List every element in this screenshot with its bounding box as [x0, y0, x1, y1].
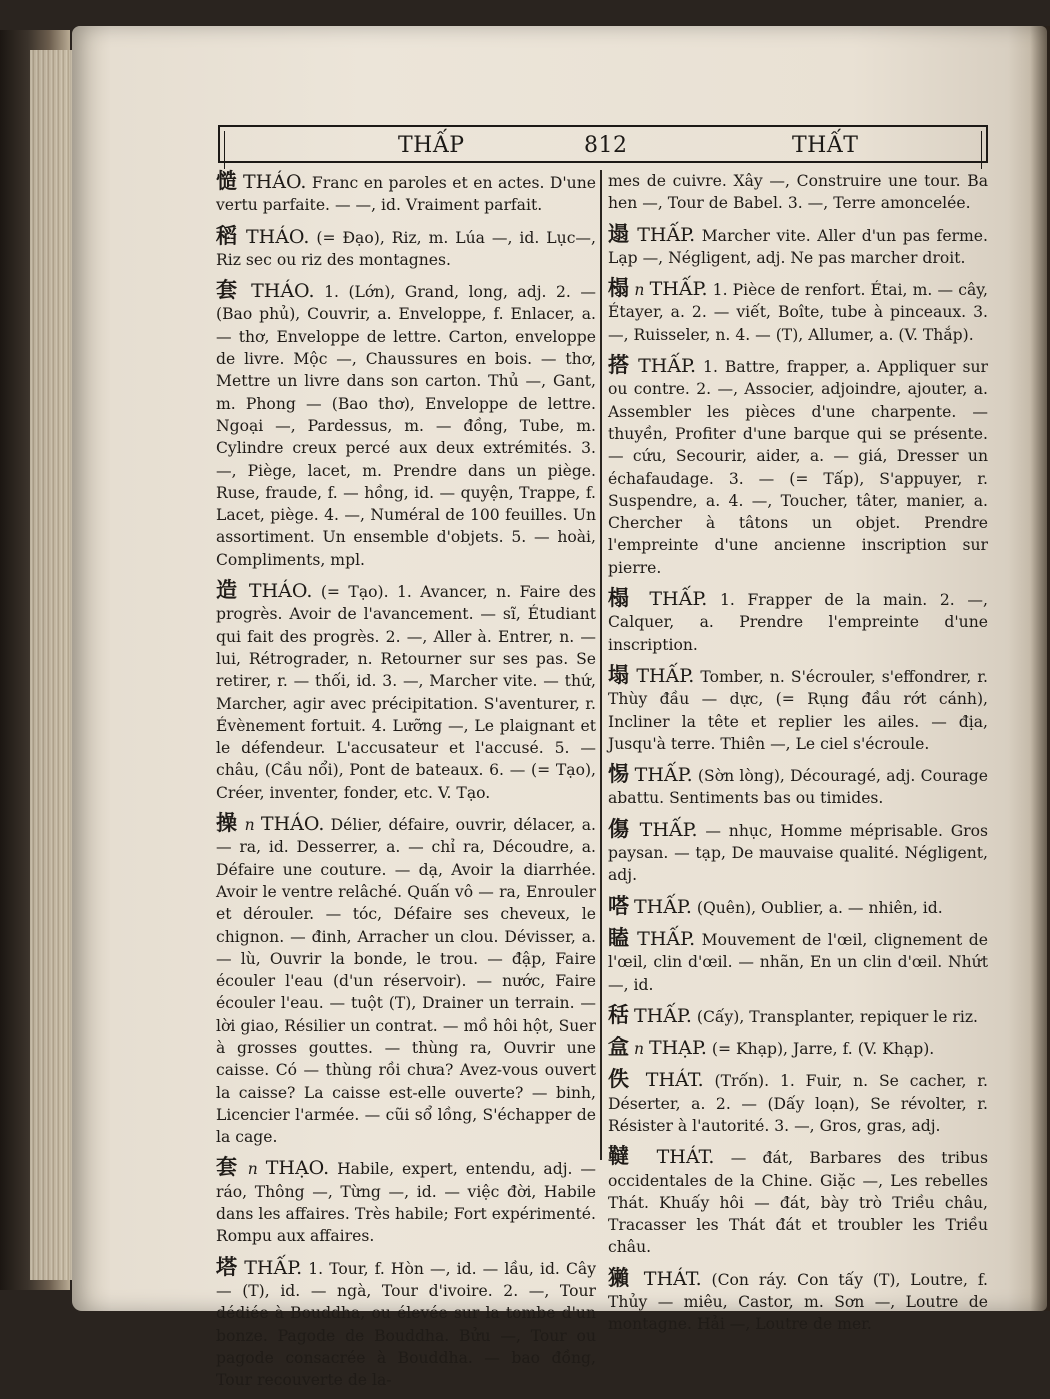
- entry-headword: THẠO.: [265, 1157, 330, 1180]
- dictionary-entry: [216, 279, 596, 571]
- cjk-character: 瞌: [608, 924, 631, 950]
- entry-headword: THẤP.: [633, 895, 692, 918]
- dictionary-entry: [216, 812, 596, 1148]
- entry-headword: THÁT.: [643, 1267, 702, 1290]
- cjk-character: 盒: [608, 1034, 629, 1060]
- entry-definition: 1. (Lớn), Grand, long, adj. 2. — (Bao phủ), Couvrir, a. Enveloppe, f. Enlacer, a. — thơ, Enveloppe de lettre. Carton, enveloppe de livre. Mộc —, Chaussures en bois. — thơ, Mettre un livre dans son carton. Thủ —, Gant, m. Phong — (Bao thơ), Enveloppe de lettre. Ngoại —, Pardessus, m. — đồng, Tube, m. Cylindre creux percé aux deux extrémités. 3. —, Piège, lacet, m. Prendre dans un piège. Ruse, fraude, f. — hồng, id. — quyện, Trappe, f. Lacet, piège. 4. —, Numéral de 100 feuilles. Un assortiment. Un ensemble d'objets. 5. — hoài, Compliments, mpl.: [216, 283, 596, 569]
- dictionary-entry: [608, 277, 988, 346]
- cjk-character: 慥: [216, 168, 238, 193]
- running-head: [218, 125, 988, 163]
- entry-headword: THẤP.: [244, 1256, 303, 1279]
- dictionary-entry: [608, 1036, 988, 1060]
- entry-definition: (Con ráy. Con tấy (T), Loutre, f. Thủy — miêu, Castor, m. Sơn —, Loutre de montagne. Hải —, Loutre de mer.: [608, 1270, 988, 1334]
- dictionary-entry: [608, 661, 988, 755]
- entry-headword: THÁT.: [645, 1069, 704, 1092]
- entry-headword: THẤP.: [637, 223, 696, 246]
- entry-definition: (= Đạo), Riz, m. Lúa —, id. Lục—, Riz sec ou riz des montagnes.: [216, 228, 596, 269]
- cjk-character: 佚: [608, 1066, 635, 1092]
- entry-marker: n: [244, 816, 255, 835]
- entry-headword: THẤP.: [649, 588, 708, 611]
- entry-definition: — đát, Barbares des tribus occidentales de la Chine. Giặc —, Les rebelles Thát. Khuấy hôi — đát, bày trò Triều châu, Tracasser les Thát đát et troubler les Triều châu.: [608, 1149, 988, 1257]
- entry-definition: (Cấy), Transplanter, repiquer le riz.: [696, 1007, 979, 1026]
- header-left-word: THẤP: [398, 133, 465, 158]
- entry-continuation: mes de cuivre. Xây —, Construire une tour. Ba hen —, Tour de Babel. 3. —, Terre amoncelée.: [608, 172, 988, 213]
- entry-definition: (Sờn lòng), Découragé, adj. Courage abattu. Sentiments bas ou timides.: [608, 767, 988, 808]
- entry-definition: 1. Pièce de renfort. Étai, m. — cây, Étayer, a. 2. — viết, Boîte, tube à pinceaux. 3. —, Ruisseler, n. 4. — (T), Allumer, a. (V. Thắp).: [608, 281, 988, 344]
- entry-marker: n: [634, 281, 645, 300]
- cjk-character: 榻: [608, 275, 630, 301]
- cjk-character: 套: [216, 1154, 240, 1180]
- left-column: [216, 170, 596, 1399]
- dictionary-entry: [608, 924, 988, 996]
- dictionary-entry: [608, 220, 988, 270]
- dictionary-entry: [608, 1001, 988, 1028]
- entry-definition: Mouvement de l'œil, clignement de l'œil, clin d'œil. — nhãn, En un clin d'œil. Nhứt —, id.: [608, 930, 988, 994]
- cjk-character: 造: [216, 577, 241, 603]
- dictionary-entry: [608, 815, 988, 887]
- column-divider: [600, 170, 602, 1160]
- entry-headword: THÁO.: [260, 813, 325, 836]
- entry-headword: THẤP.: [638, 355, 697, 378]
- entry-definition: 1. Tour, f. Hòn —, id. — lầu, id. Cây — (T), id. — ngà, Tour d'ivoire. 2. —, Tour dédiée à Bouddha, ou élevée sur la tombe d'un bonze. Pagode de Bouddha. Bửu —, Tour ou pagode consacrée à Bouddha. — bao đồng, Tour recouverte de la-: [216, 1259, 597, 1390]
- entry-headword: THÁO.: [248, 580, 313, 603]
- cjk-character: 遢: [608, 220, 631, 246]
- header-right-word: THẤT: [792, 133, 859, 158]
- dictionary-entry: [608, 1068, 988, 1137]
- entry-headword: THẤP.: [633, 1004, 692, 1027]
- cjk-character: 獺: [608, 1264, 634, 1290]
- entry-headword: THẤP.: [636, 664, 695, 687]
- entry-headword: THẤP.: [637, 927, 696, 950]
- cjk-character: 稻: [216, 222, 239, 248]
- entry-definition: Franc en paroles et en actes. D'une vertu parfaite. — —, id. Vraiment parfait.: [216, 174, 596, 215]
- entry-definition: Habile, expert, entendu, adj. — ráo, Thông —, Từng —, id. — việc đời, Habile dans les affaires. Très habile; Fort expérimenté. Rompu aux affaires.: [216, 1160, 596, 1246]
- entry-headword: THẤP.: [634, 764, 693, 787]
- cjk-character: 榻: [608, 585, 637, 611]
- page-shadow: [1030, 26, 1050, 1311]
- entry-headword: THÁO.: [245, 225, 310, 248]
- entry-marker: n: [247, 1160, 258, 1179]
- entry-headword: THÁO.: [251, 280, 315, 303]
- cjk-character: 傷: [608, 815, 632, 841]
- cjk-character: 惕: [608, 761, 630, 787]
- cjk-character: 操: [216, 810, 239, 836]
- dictionary-entry: [216, 222, 596, 272]
- dictionary-entry: [608, 892, 988, 919]
- entry-definition: (= Tạo). 1. Avancer, n. Faire des progrès. Avoir de l'avancement. — sĩ, Étudiant qui fait des progrès. 2. —, Aller à. Entrer, n. — lui, Rétrograder, n. Retourner sur ses pas. Se retirer, r. — thối, id. 3. —, Marcher vite. — thứ, Marcher, agir avec précipitation. S'aventurer, r. Évènement fortuit. 4. Lưỡng —, Le plaignant et le défendeur. L'accusateur et l'accusé. 5. — châu, (Cầu nổi), Pont de bateaux. 6. — (= Tạo), Créer, inventer, fonder, etc. V. Tạo.: [216, 583, 596, 802]
- entry-marker: n: [633, 1040, 645, 1059]
- dictionary-entry: [216, 1156, 596, 1247]
- cjk-character: 塔: [216, 1253, 239, 1279]
- cjk-character: 搭: [608, 352, 632, 378]
- entry-definition: 1. Frapper de la main. 2. —, Calquer, a. Prendre l'empreinte d'une inscription.: [608, 591, 988, 654]
- entry-headword: THÁT.: [656, 1146, 715, 1169]
- dictionary-entry: [608, 763, 988, 810]
- entry-headword: THẠP.: [648, 1037, 707, 1060]
- cjk-character: 塌: [608, 661, 631, 687]
- dictionary-entry: [216, 579, 596, 804]
- cjk-character: 嗒: [608, 892, 629, 918]
- entry-definition: — nhục, Homme méprisable. Gros paysan. — tạp, De mauvaise qualité. Négligent, adj.: [608, 821, 988, 885]
- page-number: 812: [584, 133, 628, 158]
- dictionary-entry: [608, 354, 988, 579]
- entry-headword: THÁO.: [242, 171, 307, 193]
- cjk-character: 韃: [608, 1143, 641, 1169]
- entry-headword: THẤP.: [639, 818, 698, 841]
- entry-definition: (Trốn). 1. Fuir, n. Se cacher, r. Déserter, a. 2. — (Dấy loạn), Se révolter, r. Résister à l'autorité. 3. —, Gros, gras, adj.: [608, 1072, 989, 1135]
- dictionary-entry: [216, 1253, 597, 1392]
- entry-headword: THẤP.: [649, 278, 708, 301]
- dictionary-entry: [216, 170, 596, 217]
- cjk-character: 秳: [608, 1001, 629, 1027]
- dictionary-entry: [608, 1264, 988, 1336]
- dictionary-entry: [608, 1145, 988, 1258]
- entry-definition: 1. Battre, frapper, a. Appliquer sur ou contre. 2. —, Associer, adjoindre, ajouter, a. Assembler les pièces d'une charpente. — thuyền, Profiter d'une barque qui se présente. — cứu, Secourir, aider, a. — giá, Dresser un échafaudage. 3. — (= Tấp), S'appuyer, r. Suspendre, a. 4. —, Toucher, tâter, manier, a. Chercher à tâtons un objet. Prendre l'empreinte d'une ancienne inscription sur pierre.: [608, 358, 988, 577]
- entry-definition: Tomber, n. S'écrouler, s'effondrer, r. Thùy đầu — dực, (= Rụng đầu rớt cánh), Incliner la tête et replier les ailes. — địa, Jusqu'à terre. Thiên —, Le ciel s'écroule.: [608, 667, 988, 753]
- entry-definition: Marcher vite. Aller d'un pas ferme. Lạp —, Négligent, adj. Ne pas marcher droit.: [608, 226, 988, 267]
- entry-definition: Délier, défaire, ouvrir, délacer, a. — ra, id. Desserrer, a. — chỉ ra, Découdre, a. Défaire une couture. — dạ, Avoir la diarrhée. Avoir le ventre relâché. Quấn vô — ra, Enrouler et dérouler. — tóc, Défaire ses cheveux, le chignon. — đinh, Arracher un clou. Dévisser, a. — lù, Ouvrir la bonde, le trou. — đập, Faire écouler l'eau (d'un réservoir). — nước, Faire écouler l'eau. — tuột (T), Drainer un terrain. — lời giao, Résilier un contrat. — mồ hôi hột, Suer à grosses gouttes. — thùng ra, Ouvrir une caisse. Có — thùng rồi chưa? Avez-vous ouvert la caisse? La caisse est-elle ouverte? — binh, Licencier l'armée. — cũi sổ lồng, S'échapper de la cage.: [216, 816, 596, 1147]
- right-column: [608, 170, 988, 1344]
- dictionary-entry: [608, 587, 988, 656]
- cjk-character: 套: [216, 277, 242, 303]
- entry-definition: (= Khạp), Jarre, f. (V. Khạp).: [711, 1040, 935, 1059]
- entry-definition: (Quên), Oublier, a. — nhiên, id.: [696, 898, 943, 917]
